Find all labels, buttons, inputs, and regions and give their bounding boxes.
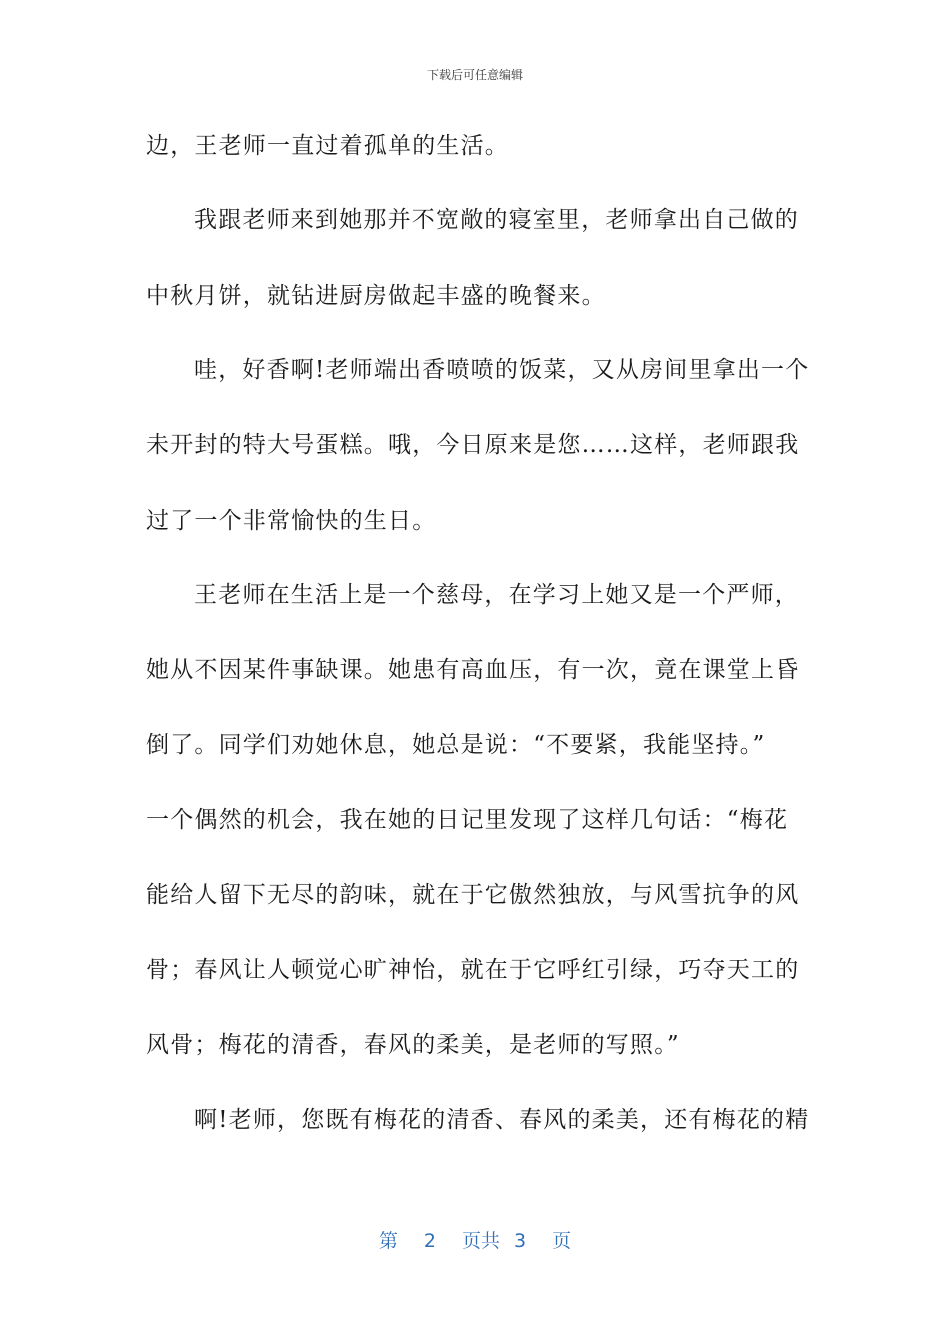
text-line: 她从不因某件事缺课。她患有高血压，有一次，竟在课堂上昏 <box>146 657 800 683</box>
page-label-mid: 页共 <box>461 1230 500 1252</box>
total-pages-number: 3 <box>514 1230 527 1252</box>
text-line: 未开封的特大号蛋糕。哦，今日原来是您……这样，老师跟我 <box>146 432 800 458</box>
text-line: 王老师在生活上是一个慈母，在学习上她又是一个严师， <box>194 582 799 608</box>
text-line: 倒了。同学们劝她休息，她总是说：“不要紧，我能坚持。” <box>146 732 766 758</box>
text-line: 边，王老师一直过着孤单的生活。 <box>146 133 509 159</box>
page-label-suffix: 页 <box>552 1230 572 1252</box>
text-line: 一个偶然的机会，我在她的日记里发现了这样几句话：“梅花 <box>146 807 789 833</box>
text-line: 能给人留下无尽的韵味，就在于它傲然独放，与风雪抗争的风 <box>146 882 800 908</box>
current-page-number: 2 <box>423 1230 436 1252</box>
page-number-footer <box>0 1226 950 1253</box>
page-label-prefix: 第 <box>378 1230 398 1252</box>
text-line: 过了一个非常愉快的生日。 <box>146 508 437 534</box>
header-note: 下载后可任意编辑 <box>426 68 523 82</box>
text-line: 啊!老师，您既有梅花的清香、春风的柔美，还有梅花的精 <box>194 1107 810 1133</box>
text-line: 风骨；梅花的清香，春风的柔美，是老师的写照。” <box>146 1032 680 1058</box>
text-line: 哇，好香啊!老师端出香喷喷的饭菜，又从房间里拿出一个 <box>194 357 810 383</box>
text-line: 我跟老师来到她那并不宽敞的寝室里，老师拿出自己做的 <box>194 207 799 233</box>
text-line: 骨；春风让人顿觉心旷神怡，就在于它呼红引绿，巧夺天工的 <box>146 957 800 983</box>
text-line: 中秋月饼，就钻进厨房做起丰盛的晚餐来。 <box>146 283 606 309</box>
